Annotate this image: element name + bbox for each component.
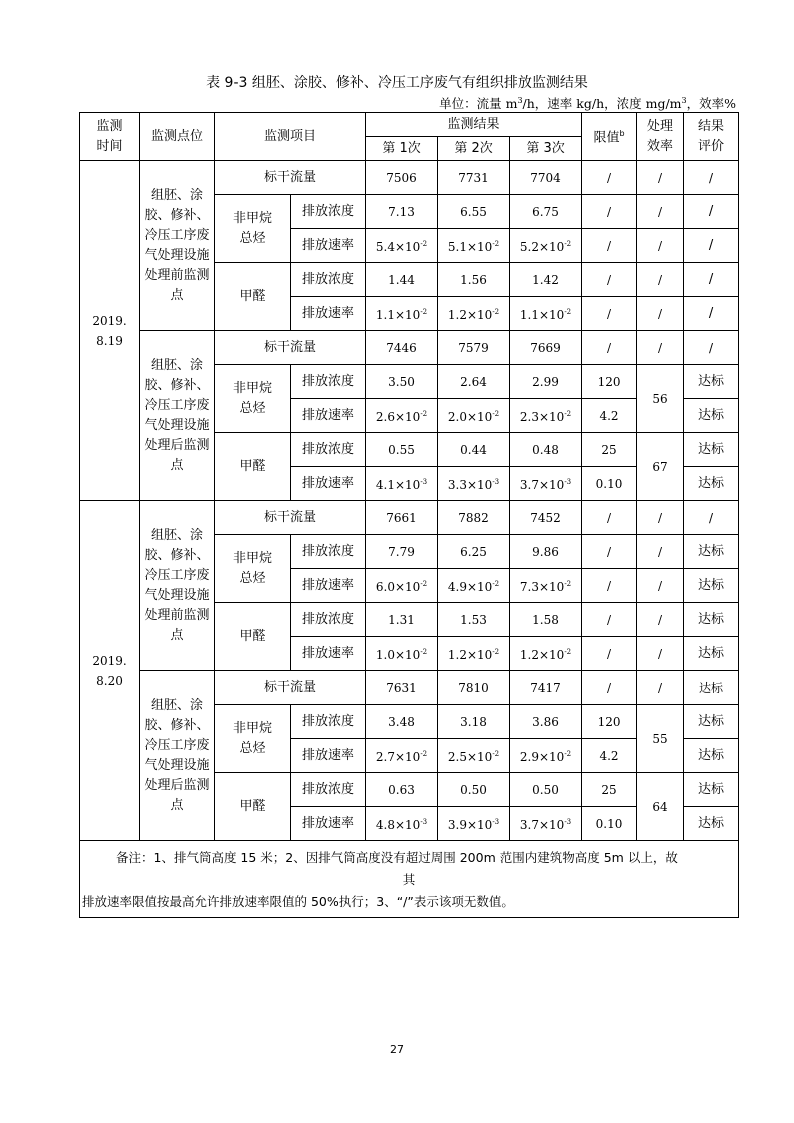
conc-label: 排放浓度 [291, 433, 366, 467]
nmhc_conc-limit: 120 [582, 365, 637, 399]
hcho_rate-value: $4.1\times 10^{-3}$ [366, 467, 438, 501]
flow-eff: / [637, 671, 684, 705]
flow-eff: / [637, 331, 684, 365]
nmhc_conc-value: 3.18 [438, 705, 510, 739]
hcho_rate-evaluation: 达标 [684, 637, 739, 671]
monitoring-point: 组胚、涂胶、修补、冷压工序废气处理设施处理前监测点 [140, 161, 215, 331]
nmhc_rate-limit: 4.2 [582, 399, 637, 433]
hcho_rate-evaluation: / [684, 297, 739, 331]
nmhc_conc-evaluation: 达标 [684, 365, 739, 399]
page-number: 27 [390, 1043, 404, 1056]
hcho_conc-value: 0.55 [366, 433, 438, 467]
hcho-label: 甲醛 [215, 263, 291, 331]
nmhc_conc-limit: / [582, 195, 637, 229]
hcho_rate-limit: 0.10 [582, 807, 637, 841]
header-evaluation: 结果评价 [684, 113, 739, 161]
hcho_conc-value: 0.44 [438, 433, 510, 467]
nmhc_conc-value: 6.25 [438, 535, 510, 569]
rate-label: 排放速率 [291, 229, 366, 263]
hcho_rate-value: $1.2\times 10^{-2}$ [438, 637, 510, 671]
hcho_conc-limit: 25 [582, 433, 637, 467]
nmhc-label: 非甲烷总烃 [215, 535, 291, 603]
header-point: 监测点位 [140, 113, 215, 161]
nmhc_rate-value: $2.0\times 10^{-2}$ [438, 399, 510, 433]
nmhc_conc-value: 2.99 [510, 365, 582, 399]
flow-limit: / [582, 501, 637, 535]
flow-value: 7579 [438, 331, 510, 365]
nmhc-label: 非甲烷总烃 [215, 195, 291, 263]
hcho_conc-limit: / [582, 603, 637, 637]
conc-label: 排放浓度 [291, 705, 366, 739]
hcho_conc-value: 1.53 [438, 603, 510, 637]
hcho_conc-value: 1.58 [510, 603, 582, 637]
conc-label: 排放浓度 [291, 195, 366, 229]
unit-line: 单位：流量 $m^3/h$，速率 kg/h，浓度 $mg/m^3$，效率% [439, 95, 736, 111]
flow-limit: / [582, 671, 637, 705]
conc-label: 排放浓度 [291, 603, 366, 637]
nmhc_conc-evaluation: 达标 [684, 705, 739, 739]
nmhc-label: 非甲烷总烃 [215, 705, 291, 773]
conc-label: 排放浓度 [291, 263, 366, 297]
hcho_conc-value: 0.48 [510, 433, 582, 467]
nmhc_rate-evaluation: / [684, 229, 739, 263]
nmhc-label: 非甲烷总烃 [215, 365, 291, 433]
nmhc_conc-evaluation: / [684, 195, 739, 229]
nmhc_rate-value: $5.1\times 10^{-2}$ [438, 229, 510, 263]
nmhc_rate-evaluation: 达标 [684, 569, 739, 603]
nmhc-efficiency: 56 [637, 365, 684, 433]
hcho_rate-evaluation: 达标 [684, 467, 739, 501]
rate-label: 排放速率 [291, 569, 366, 603]
nmhc_rate-value: $4.9\times 10^{-2}$ [438, 569, 510, 603]
rate-label: 排放速率 [291, 467, 366, 501]
nmhc_conc-limit: 120 [582, 705, 637, 739]
nmhc_conc-value: 6.55 [438, 195, 510, 229]
conc-label: 排放浓度 [291, 535, 366, 569]
hcho_conc-value: 1.44 [366, 263, 438, 297]
header-run-1: 第 1次 [366, 137, 438, 161]
flow-limit: / [582, 331, 637, 365]
nmhc_rate-evaluation: 达标 [684, 399, 739, 433]
header-efficiency: 处理效率 [637, 113, 684, 161]
nmhc_rate-value: $5.2\times 10^{-2}$ [510, 229, 582, 263]
hcho_conc-evaluation: 达标 [684, 603, 739, 637]
nmhc_rate-value: $2.7\times 10^{-2}$ [366, 739, 438, 773]
rate-label: 排放速率 [291, 807, 366, 841]
flow-eval: 达标 [684, 671, 739, 705]
nmhc_conc-value: 3.50 [366, 365, 438, 399]
hcho_rate-value: $3.9\times 10^{-3}$ [438, 807, 510, 841]
hcho_conc-evaluation: / [684, 263, 739, 297]
flow-value: 7417 [510, 671, 582, 705]
hcho-efficiency: / [637, 297, 684, 331]
hcho-label: 甲醛 [215, 603, 291, 671]
hcho_conc-evaluation: 达标 [684, 773, 739, 807]
hcho_rate-value: $4.8\times 10^{-3}$ [366, 807, 438, 841]
header-time: 监测时间 [80, 113, 140, 161]
flow-value: 7631 [366, 671, 438, 705]
flow-eff: / [637, 161, 684, 195]
rate-label: 排放速率 [291, 297, 366, 331]
nmhc_conc-value: 3.86 [510, 705, 582, 739]
hcho_rate-evaluation: 达标 [684, 807, 739, 841]
nmhc_conc-value: 7.13 [366, 195, 438, 229]
conc-label: 排放浓度 [291, 773, 366, 807]
hcho-efficiency: 67 [637, 433, 684, 501]
nmhc_rate-limit: / [582, 569, 637, 603]
nmhc_rate-value: $2.3\times 10^{-2}$ [510, 399, 582, 433]
nmhc_conc-value: 3.48 [366, 705, 438, 739]
hcho_conc-value: 1.31 [366, 603, 438, 637]
flow-value: 7661 [366, 501, 438, 535]
nmhc-efficiency: / [637, 569, 684, 603]
nmhc-efficiency: / [637, 195, 684, 229]
hcho_rate-value: $1.2\times 10^{-2}$ [510, 637, 582, 671]
rate-label: 排放速率 [291, 637, 366, 671]
hcho_rate-value: $3.7\times 10^{-3}$ [510, 807, 582, 841]
rate-label: 排放速率 [291, 739, 366, 773]
nmhc-efficiency: / [637, 535, 684, 569]
table-row [80, 161, 739, 195]
monitoring-point: 组胚、涂胶、修补、冷压工序废气处理设施处理后监测点 [140, 671, 215, 841]
flow-value: 7882 [438, 501, 510, 535]
nmhc_conc-value: 2.64 [438, 365, 510, 399]
nmhc_rate-value: $5.4\times 10^{-2}$ [366, 229, 438, 263]
flow-value: 7446 [366, 331, 438, 365]
monitoring-date: 2019. 8.19 [80, 161, 140, 501]
hcho_conc-value: 1.42 [510, 263, 582, 297]
hcho-efficiency: / [637, 637, 684, 671]
table-row [80, 331, 739, 365]
hcho_rate-value: $1.1\times 10^{-2}$ [366, 297, 438, 331]
hcho_conc-value: 1.56 [438, 263, 510, 297]
flow-label: 标干流量 [215, 671, 366, 705]
header-results: 监测结果 [366, 113, 582, 137]
flow-label: 标干流量 [215, 161, 366, 195]
flow-limit: / [582, 161, 637, 195]
hcho_conc-evaluation: 达标 [684, 433, 739, 467]
hcho_rate-value: $1.1\times 10^{-2}$ [510, 297, 582, 331]
monitoring-table [79, 112, 739, 918]
flow-eff: / [637, 501, 684, 535]
header-run-3: 第 3次 [510, 137, 582, 161]
table-row [80, 671, 739, 705]
hcho_conc-limit: / [582, 263, 637, 297]
table-row [80, 501, 739, 535]
hcho_rate-limit: / [582, 297, 637, 331]
nmhc_rate-value: $7.3\times 10^{-2}$ [510, 569, 582, 603]
rate-label: 排放速率 [291, 399, 366, 433]
monitoring-point: 组胚、涂胶、修补、冷压工序废气处理设施处理后监测点 [140, 331, 215, 501]
flow-eval: / [684, 161, 739, 195]
header-item: 监测项目 [215, 113, 366, 161]
flow-value: 7704 [510, 161, 582, 195]
flow-value: 7669 [510, 331, 582, 365]
hcho_rate-limit: 0.10 [582, 467, 637, 501]
flow-value: 7452 [510, 501, 582, 535]
hcho_rate-limit: / [582, 637, 637, 671]
hcho_conc-value: 0.63 [366, 773, 438, 807]
monitoring-point: 组胚、涂胶、修补、冷压工序废气处理设施处理前监测点 [140, 501, 215, 671]
flow-eval: / [684, 501, 739, 535]
note-row [80, 841, 739, 918]
conc-label: 排放浓度 [291, 365, 366, 399]
nmhc_rate-evaluation: 达标 [684, 739, 739, 773]
monitoring-date: 2019. 8.20 [80, 501, 140, 841]
table-title: 表 9-3 组胚、涂胶、修补、冷压工序废气有组织排放监测结果 [206, 75, 588, 91]
nmhc-efficiency: / [637, 229, 684, 263]
flow-value: 7731 [438, 161, 510, 195]
nmhc_conc-evaluation: 达标 [684, 535, 739, 569]
nmhc_rate-value: $6.0\times 10^{-2}$ [366, 569, 438, 603]
hcho-efficiency: 64 [637, 773, 684, 841]
nmhc_rate-value: $2.6\times 10^{-2}$ [366, 399, 438, 433]
hcho-label: 甲醛 [215, 773, 291, 841]
flow-value: 7810 [438, 671, 510, 705]
hcho_conc-value: 0.50 [438, 773, 510, 807]
header-limit: 限值$^b$ [582, 113, 637, 161]
hcho-efficiency: / [637, 263, 684, 297]
nmhc_conc-value: 9.86 [510, 535, 582, 569]
flow-label: 标干流量 [215, 331, 366, 365]
nmhc_rate-value: $2.9\times 10^{-2}$ [510, 739, 582, 773]
table-note: 备注：1、排气筒高度 15 米；2、因排气筒高度没有超过周围 200m 范围内建筑物高度 5m 以上，故 其 排放速率限值按最高允许排放速率限值的 50%执行；3、“/”表示该项无数值。 [80, 841, 739, 918]
nmhc_conc-value: 6.75 [510, 195, 582, 229]
hcho_rate-value: $3.7\times 10^{-3}$ [510, 467, 582, 501]
hcho_conc-limit: 25 [582, 773, 637, 807]
header-row [80, 113, 739, 137]
nmhc_rate-value: $2.5\times 10^{-2}$ [438, 739, 510, 773]
nmhc_rate-limit: / [582, 229, 637, 263]
nmhc_conc-value: 7.79 [366, 535, 438, 569]
hcho_rate-value: $3.3\times 10^{-3}$ [438, 467, 510, 501]
flow-eval: / [684, 331, 739, 365]
nmhc-efficiency: 55 [637, 705, 684, 773]
nmhc_conc-limit: / [582, 535, 637, 569]
hcho_rate-value: $1.2\times 10^{-2}$ [438, 297, 510, 331]
hcho-efficiency: / [637, 603, 684, 637]
hcho-label: 甲醛 [215, 433, 291, 501]
nmhc_rate-limit: 4.2 [582, 739, 637, 773]
header-run-2: 第 2次 [438, 137, 510, 161]
hcho_rate-value: $1.0\times 10^{-2}$ [366, 637, 438, 671]
flow-value: 7506 [366, 161, 438, 195]
flow-label: 标干流量 [215, 501, 366, 535]
hcho_conc-value: 0.50 [510, 773, 582, 807]
